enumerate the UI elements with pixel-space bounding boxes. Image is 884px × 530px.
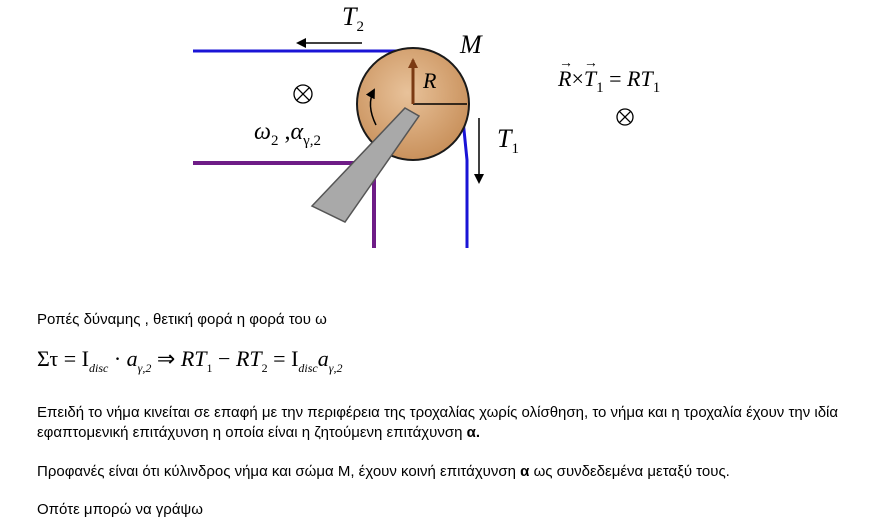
label-t1: $T_1$ [497, 124, 519, 157]
label-r: R [423, 68, 437, 93]
so-i-can-write-line: Οπότε μπορώ να γράψω [37, 501, 203, 518]
label-t2: $T_2$ [342, 2, 364, 35]
common-acceleration-paragraph: Προφανές είναι ότι κύλινδρος νήμα και σώμα Μ, έχουν κοινή επιτάχυνση α ως συνδεδεμένα μεταξύ τους. [37, 463, 730, 480]
into-page-symbol-left [294, 85, 312, 103]
label-omega-alpha: $\omega_2$ $,\alpha_{\gamma,2}$ [254, 119, 321, 149]
torque-equation: $\Sigma\tau = I_{disc} \cdot a_{\gamma,2}$ ⇒ $RT_1 - RT_2 = I_{disc}a_{\gamma,2}$ [37, 346, 343, 375]
tangential-acceleration-paragraph: Επειδή το νήμα κινείται σε επαφή με την περιφέρεια της τροχαλίας χωρίς ολίσθηση, το νήμα και η τροχαλία έχουν την ιδία εφαπτομενική επιτάχυνση η οποία είναι η ζητούμενη επιτάχυνση α. [37, 404, 839, 441]
torque-direction-line: Ροπές δύναμης , θετική φορά η φορά του ω [37, 311, 327, 328]
into-page-symbol-right [617, 109, 633, 125]
label-m: M [460, 30, 482, 59]
cross-product-equation: → R× → $T_1 = RT_1$ [558, 56, 661, 96]
